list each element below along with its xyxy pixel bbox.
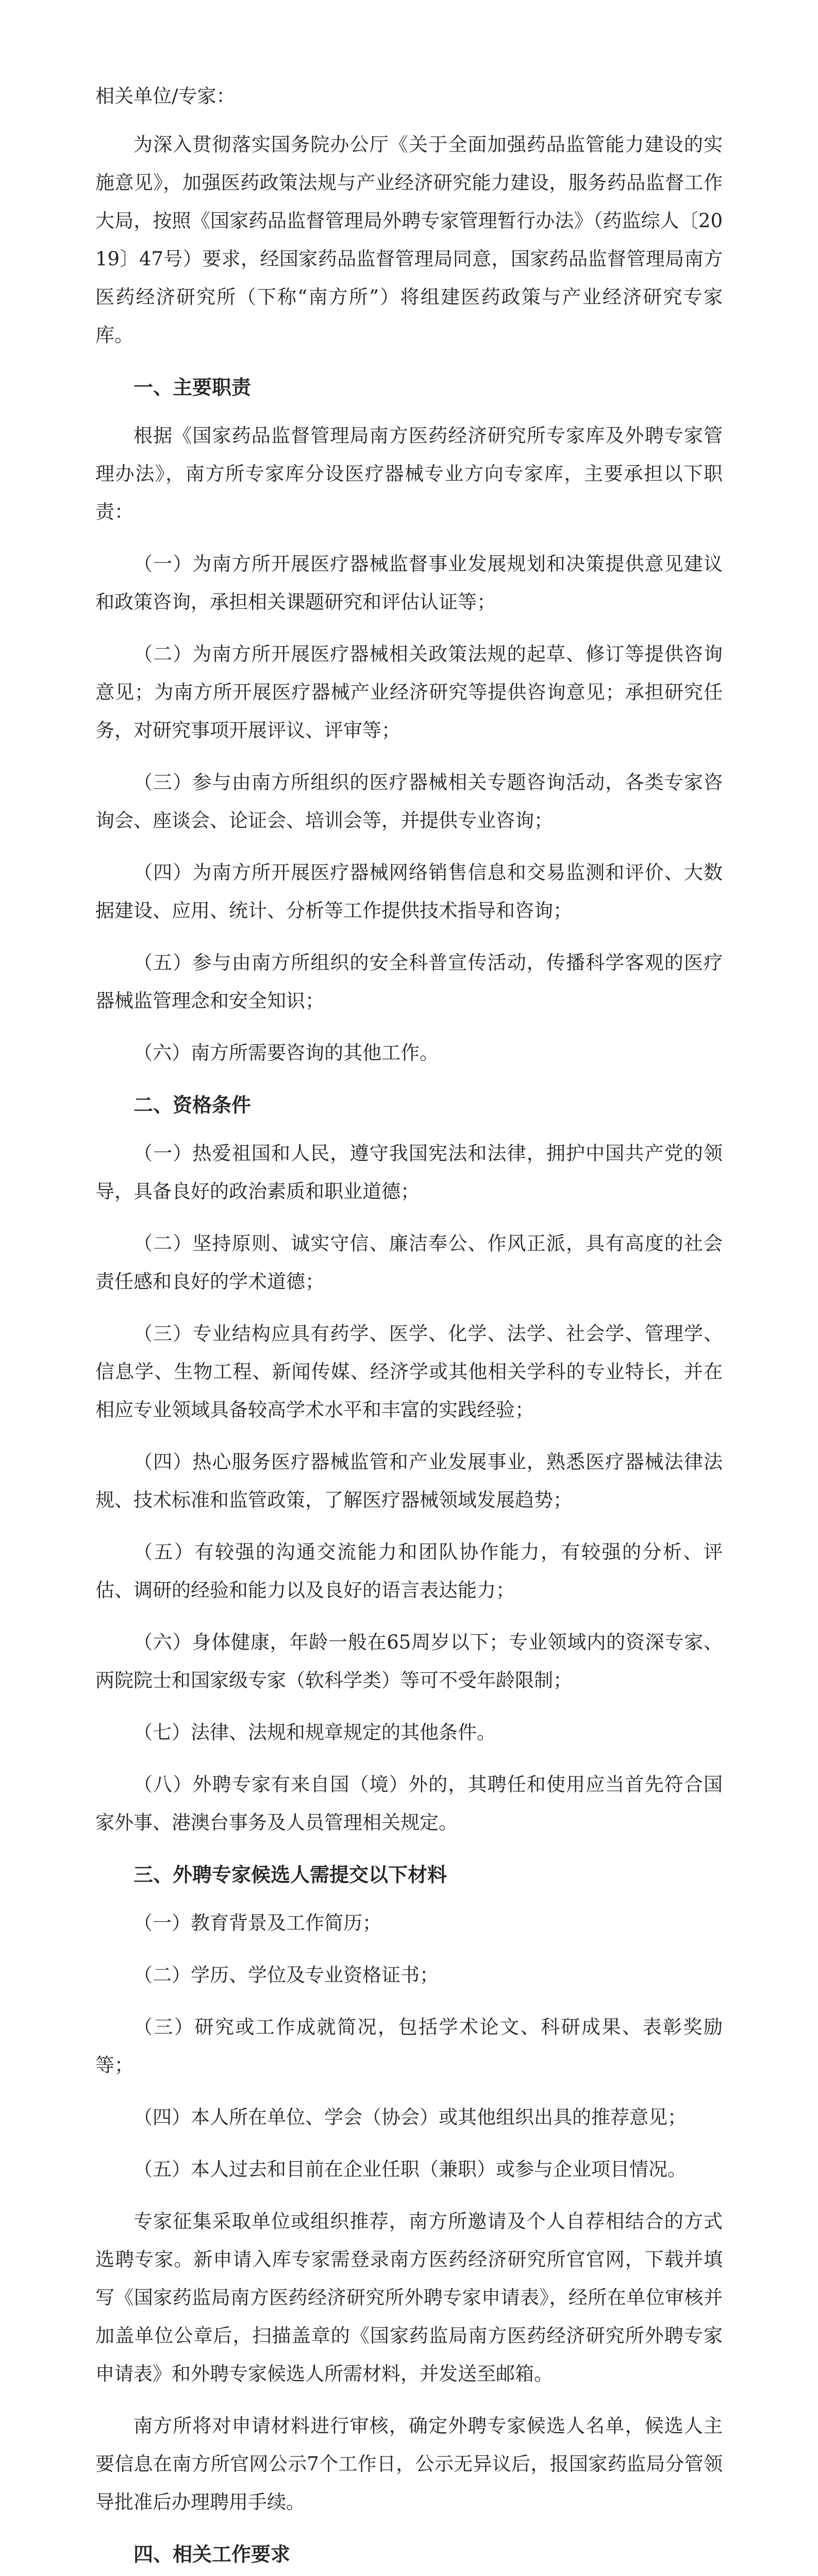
section-paragraph: 根据《国家药品监督管理局南方医药经济研究所专家库及外聘专家管理办法》，南方所专家库分设医疗器械专业方向专家库，主要承担以下职责：: [95, 425, 723, 523]
section-paragraph: （一）热爱祖国和人民，遵守我国宪法和法律，拥护中国共产党的领导，具备良好的政治素质和职业道德；: [95, 1142, 723, 1202]
section-paragraph: （三）参与由南方所组织的医疗器械相关专题咨询活动，各类专家咨询会、座谈会、论证会、培训会等，并提供专业咨询；: [95, 771, 723, 832]
section-heading: 三、外聘专家候选人需提交以下材料: [133, 1863, 447, 1886]
section-paragraph: （八）外聘专家有来自国（境）外的，其聘任和使用应当首先符合国家外事、港澳台事务及人员管理相关规定。: [95, 1773, 723, 1834]
section-paragraph: （二）为南方所开展医疗器械相关政策法规的起草、修订等提供咨询意见；为南方所开展医疗器械产业经济研究等提供咨询意见；承担研究任务，对研究事项开展评议、评审等；: [95, 643, 723, 741]
section-heading: 四、相关工作要求: [133, 2543, 291, 2566]
section-heading: 二、资格条件: [133, 1094, 252, 1116]
section-paragraph: （六）身体健康，年龄一般在65周岁以下；专业领域内的资深专家、两院院士和国家级专家（软科学类）等可不受年龄限制；: [95, 1631, 723, 1691]
section-heading: 一、主要职责: [133, 376, 252, 399]
section-paragraph: （二）坚持原则、诚实守信、廉洁奉公、作风正派，具有高度的社会责任感和良好的学术道德；: [95, 1232, 723, 1293]
intro-paragraph: 为深入贯彻落实国务院办公厅《关于全面加强药品监管能力建设的实施意见》，加强医药政策法规与产业经济研究能力建设，服务药品监督工作大局，按照《国家药品监督管理局外聘专家管理暂行办法》（药监综人〔2019〕47号）要求，经国家药品监督管理局同意，国家药品监督管理局南方医药经济研究所（下称“南方所”）将组建医药政策与产业经济研究专家库。: [95, 133, 723, 346]
section-paragraph: （六）南方所需要咨询的其他工作。: [133, 1042, 439, 1064]
greeting: 相关单位/专家：: [95, 85, 236, 107]
section-paragraph: （二）学历、学位及专业资格证书；: [133, 1964, 439, 1986]
section-paragraph: （一）为南方所开展医疗器械监督事业发展规划和决策提供意见建议和政策咨询，承担相关课题研究和评估认证等；: [95, 553, 723, 613]
section-paragraph: （四）为南方所开展医疗器械网络销售信息和交易监测和评价、大数据建设、应用、统计、分析等工作提供技术指导和咨询；: [95, 861, 723, 922]
notice-sections: [95, 368, 723, 2576]
section-paragraph: （五）有较强的沟通交流能力和团队协作能力，有较强的分析、评估、调研的经验和能力以及良好的语言表达能力；: [95, 1541, 723, 1601]
section-paragraph: （四）热心服务医疗器械监管和产业发展事业，熟悉医疗器械法律法规、技术标准和监管政策，了解医疗器械领域发展趋势；: [95, 1451, 723, 1511]
section-paragraph: 南方所将对申请材料进行审核，确定外聘专家候选人名单，候选人主要信息在南方所官网公示7个工作日，公示无异议后，报国家药监局分管领导批准后办理聘用手续。: [95, 2415, 723, 2513]
section-paragraph: （三）专业结构应具有药学、医学、化学、法学、社会学、管理学、信息学、生物工程、新闻传媒、经济学或其他相关学科的专业特长，并在相应专业领域具备较高学术水平和丰富的实践经验；: [95, 1323, 723, 1421]
section-paragraph: （三）研究或工作成就简况，包括学术论文、科研成果、表彰奖励等；: [95, 2016, 723, 2076]
section-paragraph: （四）本人所在单位、学会（协会）或其他组织出具的推荐意见；: [133, 2106, 687, 2128]
section-paragraph: 专家征集采取单位或组织推荐，南方所邀请及个人自荐相结合的方式选聘专家。新申请入库专家需登录南方医药经济研究所官官网，下载并填写《国家药监局南方医药经济研究所外聘专家申请表》，经所在单位审核并加盖单位公章后，扫描盖章的《国家药监局南方医药经济研究所外聘专家申请表》和外聘专家候选人所需材料，并发送至邮箱。: [95, 2210, 723, 2385]
section-paragraph: （五）参与由南方所组织的安全科普宣传活动，传播科学客观的医疗器械监管理念和安全知识；: [95, 952, 723, 1012]
section-paragraph: （五）本人过去和目前在企业任职（兼职）或参与企业项目情况。: [133, 2158, 687, 2180]
section-paragraph: （一）教育背景及工作简历；: [133, 1912, 381, 1934]
section-paragraph: （七）法律、法规和规章规定的其他条件。: [133, 1721, 496, 1743]
